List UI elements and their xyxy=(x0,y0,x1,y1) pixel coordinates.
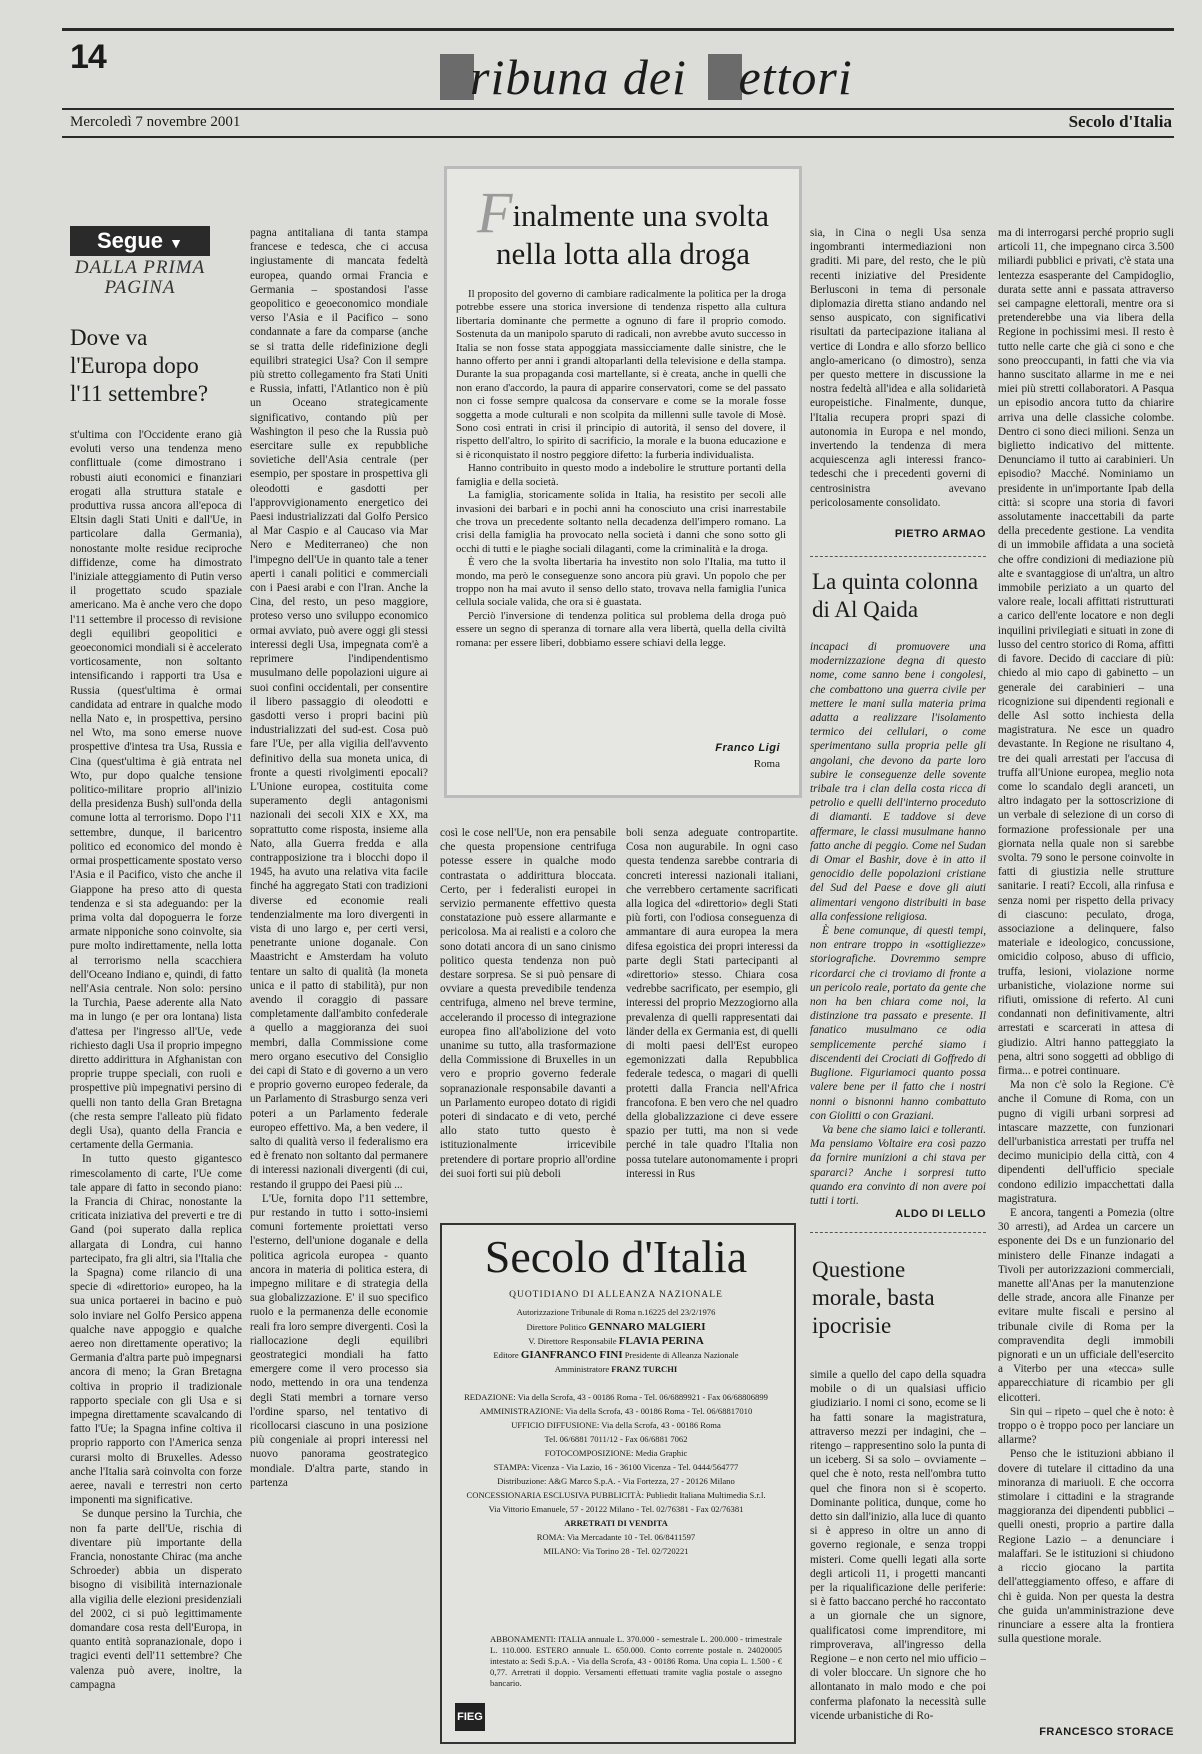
imprint-line: AMMINISTRAZIONE: Via della Scrofa, 43 - 00186 Roma - Tel. 06/68817010 xyxy=(479,1406,753,1416)
top-rule xyxy=(62,28,1174,31)
europa-col1c-para: Se dunque persino la Turchia, che non fa parte dell'Ue, rischia di diventare più importante della Francia, nonostante Chirac (ma anche Schroeder) abbia un disperato bisogno di visibilità internazionale alla vigilia delle elezioni presidenziali del 2002, ci si può legittimamente domandare cosa resta dell'Europa, in quanto entità sopranazionale, dopo i tragici eventi dell'11 settembre? Che valenza può avere, inoltre, la campagna xyxy=(70,1508,242,1691)
imprint-editore-suffix: Presidente di Alleanza Nazionale xyxy=(624,1350,739,1360)
europa-column-1 xyxy=(70,428,242,1738)
featured-body xyxy=(456,288,786,728)
imprint-direttore-name: GENNARO MALGIERI xyxy=(588,1321,706,1333)
featured-para-3: La famiglia, storicamente solida in Italia, ha resistito per secoli alle invasioni dei barbari e in pochi anni ha conosciuto una crisi inarrestabile che trova un precedente soltanto nella decadenza dell'impero romano. La crisi della famiglia ha provocato nella società i danni che sono sotto gli occhi di tutti e le piaghe sociali dilaganti, come la criminalità e la droga. xyxy=(456,489,786,555)
qaida-body xyxy=(810,640,986,1208)
imprint-line: CONCESSIONARIA ESCLUSIVA PUBBLICITÀ: Publiedit Italiana Multimedia S.r.l. xyxy=(466,1490,766,1500)
imprint-footer: ABBONAMENTI: ITALIA annuale L. 370.000 - semestrale L. 200.000 - trimestrale L. 110.000. ESTERO annuale L. 650.000. Conto corrente postale n. 24020005 intestato a: Sedi S.p.A. - Via della Scrofa, 43 - 00186 Roma. Una copia L. 1.500 - € 0,77. Arretrati il doppio. Versamenti effettuati tramite vaglia postale o assegno bancario. xyxy=(490,1634,782,1688)
paper-name: Secolo d'Italia xyxy=(1068,112,1172,131)
storace-author: FRANCESCO STORACE xyxy=(1039,1726,1174,1738)
imprint-direttore-label: Direttore Politico xyxy=(526,1322,587,1332)
imprint-line: FOTOCOMPOSIZIONE: Media Graphic xyxy=(544,1448,688,1458)
questione-body xyxy=(810,1368,986,1740)
qaida-para-3: Va bene che siamo laici e tolleranti. Ma pensiamo Voltaire era così pazzo da fornire munizioni a chi stava per spararci? Anche i sorpresi tutto quando era convinto di non avere poi tutti i torti. xyxy=(810,1123,986,1207)
imprint-amministratore-label: Amministratore xyxy=(554,1364,610,1374)
europa-col4-para: boli senza adeguate contropartite. Cosa non augurabile. In ogni caso questa tendenza sarebbe contraria di concreti interessi nazionali italiani, che verrebbero certamente sacrificati alla logica del «direttorio» degli Stati più forti, con l'odiosa conseguenza di ammantare di aura europea la mera difesa egoistica dei propri interessi da parte degli Stati partecipanti al «direttorio» stesso. Chiara cosa vedrebbe sacrificato, per esempio, gli interessi del proprio Mezzogiorno alla prevalenza di quelli rappresentati dai länder della ex Germania est, di quelli di molti paesi dell'Est europeo egemonizzati dalla Repubblica federale tedesca, o magari di quelli protetti dalla Francia nell'Africa francofona. E ben vero che nel quadro della globalizzazione ci deve essere spazio per tutti, ma non si vede perché in tale quadro l'Italia non possa tutelare autonomamente i propri interessi in Rus xyxy=(626,827,798,1180)
imprint-line: UFFICIO DIFFUSIONE: Via della Scrofa, 43 - 00186 Roma xyxy=(511,1420,721,1430)
storace-para-2: Ma non c'è solo la Regione. C'è anche il Comune di Roma, con un pugno di vigili urbani sorpresi ad intascare mazzette, con funzionari dell'urbanistica arrestati per truffa nel decimo municipio della città, con 4 dipendenti dell'ufficio speciale condono edilizio impacchettati dalla magistratura. xyxy=(998,1079,1174,1205)
europa-col3-para: così le cose nell'Ue, non era pensabile che questa propensione centrifuga potesse essere in qualche modo contrastata o addirittura bloccata. Certo, per i federalisti europei in servizio permanente effettivo questa constatazione può essere allarmante e pericolosa. Ma ai realisti e a coloro che sono dotati ancora di un sano cinismo politico questa tendenza non può destare sorpresa. Se si può pensare di ovviare a questa prevedibile tendenza centrifuga, almeno nel breve termine, accelerando il processo di integrazione europea fino all'abolizione del voto unanime su tutto, alla trasformazione della Commissione di Bruxelles in un vero e proprio governo federale sopranazionale responsabile davanti a un Parlamento europeo dotato di rigidi poteri di sindacato e di veto, perché allo stato tutto questo è istituzionalmente irricevibile pretendere di portare proprio all'ordine dei suoi forti sui più deboli xyxy=(440,827,616,1180)
europa-col1b-para: In tutto questo gigantesco rimescolamento di carte, l'Ue come tale appare di fatto in secondo piano: la Francia di Chirac, nonostante la criticata iniziativa del preverti e tre di Gand (poi superato dalla replica allargata di Londra, cui hanno partecipato, fra gli altri, sia l'Italia che la Spagna) come rilancio di una specie di «direttorio» europeo, ha la sua unica portaerei in bacino e può solo inviare nel Golfo Persico appena qualche nave appoggio e qualche aereo non direttamente operativo; la Germania d'altra parte può impegnarsi ancora di meno; la Gran Bretagna coltiva in proprio il tradizionale rapporto speciale con gli Usa e si impegna direttamente scavalcando di fatto l'Ue; la Spagna infine coltiva il proprio rapporto con l'America senza curarsi molto di Bruxelles. Adesso anche l'Italia sarà coinvolta con forze aeree, navali e terrestri non certo imponenti ma significative. xyxy=(70,1153,242,1507)
section-title-part1: ribuna dei xyxy=(470,49,701,105)
imprint-line: MILANO: Via Torino 28 - Tel. 02/720221 xyxy=(543,1546,689,1556)
imprint-editore xyxy=(450,1350,782,1361)
segue-arrow-icon: ▼ xyxy=(169,235,183,251)
imprint-line: ROMA: Via Mercadante 10 - Tel. 06/8411597 xyxy=(536,1532,696,1542)
segue-label xyxy=(70,226,210,256)
imprint-address-list xyxy=(450,1390,782,1558)
armao-author: PIETRO ARMAO xyxy=(894,528,986,540)
imprint-editore-name: GIANFRANCO FINI xyxy=(520,1349,623,1361)
storace-para-1: ma di interrogarsi perché proprio sugli articoli 11, che impegnano circa 3.500 miliardi pubblici e privati, c'è stata una lentezza esasperante del Campidoglio, durata sette anni e passata attraverso sei campagne elettorali, mentre ora si pretenderebbe una via libera della Regione in pochissimi mesi. Il resto è tutto nelle carte che già ci sono e che sono preoccupanti, in fatti che via via hanno suscitato allarme in me e nei miei più stretti collaboratori. A Pasqua un episodio ancora tutto da chiarire arriva una delle classiche colombe. Dentro ci sono dieci milioni. Senza un biglietto indicativo del mittente. Denunciamo il tutto ai carabinieri. Un episodio? Macché. Nominiamo un presidente in un'importante Ipab della città: si scopre una storia di favori assolutamente inaccettabili da parte della precedente gestione. La vendita di un immobile affidata a una società che offre condizioni di mediazione più alte e svantaggiose di un'altra, un altro immobile periziato a un quarto del valore reale, locali affittati ristrutturati a carico dell'ente locatore e non degli inquilini privilegiati e situati in zone di lusso del centro storico di Roma, affitti di favore. Decido di cacciare di più: chiedo al mio capo di gabinetto – un generale dei carabinieri – una ricognizione sui dipendenti regionali e delle Asl sotto inchiesta della magistratura. Ne esce un quadro devastante. In Regione ne risultano 4, tre dei quali arrestati per l'accusa di truffa all'Unione europea, meglio nota come lo scandalo degli aranceti, un altro indagato per la sottoscrizione di un verbale di selezione di un corso di formazione professionale per una giornata nella quale non si sarebbe svolta. 79 sono le persone coinvolte in fatti di giustizia nelle strutture sanitarie. I reati? Eccoli, alla rinfusa e senza nomi per rispetto della privacy di ciascuno: peculato, droga, associazione a delinquere, falso materiale e ideologico, concussione, omicidio colposo, abuso di ufficio, truffa, lesioni, violazione norme urbanistiche, violazione norme sui rifiuti, omissione di referto. Al cuni condannati non definitivamente, altri arrestati e scarcerati in attesa di giudizio. Altri hanno patteggiato la pena, altri sono soggetti ad obbligo di firma... e potrei continuare. xyxy=(998,227,1174,1077)
storace-body xyxy=(998,226,1174,1722)
europa-column-4 xyxy=(626,826,798,1214)
segue-text: Segue xyxy=(96,228,164,253)
featured-title-text: inalmente una svolta nella lotta alla droga xyxy=(496,198,769,271)
imprint-vicedir-label: V. Direttore Responsabile xyxy=(528,1336,617,1346)
qaida-para-1: incapaci di promuovere una modernizzazione degna di questo nome, come sanno bene i congolesi, che combattono una guerra civile per mettere le mani sulla materia prima adatta a realizzare l'isolamento termico dei cellulari, o come sperimentano sulla propria pelle gli angolani, che devono da parte loro subire le conseguenze delle sovente tribale tra i clan della costa ricca di petrolio e quelli dell'interno proceduto di diamanti. E taddove si deve affermare, le classi musulmane hanno fatto anche di peggio. Come nel Sudan di Omar el Bashir, dove è in atto il genocidio delle popolazioni cristiane del Sud del Paese e dove gli aiuti alimentari vengono distribuiti in base alla confessione religiosa. xyxy=(810,641,986,923)
featured-city: Roma xyxy=(753,758,780,770)
imprint-header xyxy=(450,1290,782,1375)
imprint-title: Secolo d'Italia xyxy=(484,1231,748,1282)
europa-col2-para: pagna antitaliana di tanta stampa francese e tedesca, che ci accusa ingiustamente di mancata fedeltà europea, quando ormai Francia e Germania – spostandosi l'asse geopolitico e geoeconomico mondiale verso l'Asia e il Pacifico – sono condannate a fare da comparse (anche se si tratta delle ridefinizione degli equilibri strategici Usa? Con il sempre più stretto collegamento fra Stati Uniti e Russia, infatti, l'Atlantico non è più un Oceano strategicamente significativo, contando più per Washington il peso che la Russia può esercitare sulle ex repubbliche sovietiche dell'Asia centrale (per esempio, per spostare in prospettiva gli oleodotti e gasdotti per l'approvvigionamento energetico dei Paesi industrializzati dal Golfo Persico al Mar Caspio e al Caucaso via Mar Nero e Mediterraneo) che non l'impegno dell'Ue in quanto tale a tener aperti i canali politici e commerciali con i Paesi arabi e con l'Iran. Anche la Cina, del resto, un peso maggiore, proteso verso uno sviluppo economico ormai avviato, può avere oggi gli stessi interessi degli Usa, impegnata com'è a reprimere l'indipendentismo musulmano delle popolazioni uigure ai suoi confini occidentali, per consentire il libero passaggio di oleodotti e gasdotti verso i propri bacini più industrializzati del sud-est. Cosa può fare l'Ue, per alla vigilia dell'avvento definitivo della sua moneta unica, di fronte a questi rivolgimenti epocali? L'Unione europea, costituita come superamento degli antagonismi nazionali dei secoli XIX e XX, ma soprattutto come risposta, insieme alla Nato, alla Guerra fredda e alla contrapposizione tra i blocchi dopo il 1945, ha avuto una relativa vita facile finché ha aggregato Stati con tradizioni diverse ed economie reali tendenzialmente ma loro divergenti in vista di uno largo e, per certi versi, penetrante unione doganale. Con Maastricht e Amsterdam ha voluto tentare un salto di qualità (la moneta unica e il patto di stabilità), pur non avendo il coraggio di passare completamente dall'ambito confederale a quello a maggioranza dei suoi membri, dalla Commissione come mero organo esecutivo del Consiglio dei capi di Stato e di governo a un vero e proprio governo europeo federale, da un Parlamento di Strasburgo senza veri poteri a un Parlamento federale europeo effettivo. Ma, a ben vedere, il salto di qualità verso il federalismo era ed è frenato non soltanto dal permanere di interessi nazionali divergenti (di cui, restando il gruppo dei Paesi più ... xyxy=(250,227,428,1191)
featured-para-5: Perciò l'inversione di tendenza politica sul problema della droga può essere un segno di speranza di tornare alla vera libertà, quella della civiltà romana: per essere liberi, dobbiamo essere schiavi della legge. xyxy=(456,609,786,649)
armao-para: sia, in Cina o negli Usa senza ingombranti intermediazioni non graditi. Mi pare, del resto, che le più recenti iniziative del Presidente Berlusconi in tema di personale diplomazia diretta stiano andando nel senso auspicato, con significativi risultati da partecipazione italiana al vertice di Londra e allo sforzo bellico anglo-americano (o dimostro), senza per questo mettere in discussione la nostra fedeltà all'idea e alla solidarietà europeistiche. Finalmente, dunque, l'Italia recupera propri spazi di autonomia in Europa e nel mondo, invertendo la tendenza di mera acquiescenza agli interessi franco-tedeschi che i precedenti governi di centrosinistra avevano pericolosamente consolidato. xyxy=(810,227,986,509)
imprint-line: Distribuzione: A&G Marco S.p.A. - Via Fortezza, 27 - 20126 Milano xyxy=(497,1476,735,1486)
questione-title: Questione morale, basta ipocrisie xyxy=(812,1257,935,1338)
section-title xyxy=(440,48,853,106)
featured-para-2: Hanno contribuito in questo modo a indebolire le strutture portanti della famiglia e della società. xyxy=(456,462,786,488)
dateline-rule xyxy=(62,136,1174,138)
imprint-line: Via Vittorio Emanuele, 57 - 20122 Milano - Tel. 02/76381 - Fax 02/76381 xyxy=(488,1504,744,1514)
issue-date: Mercoledì 7 novembre 2001 xyxy=(70,114,241,130)
imprint-registration: Autorizzazione Tribunale di Roma n.16225 del 23/2/1976 xyxy=(516,1307,716,1317)
fieg-logo: FIEG xyxy=(455,1703,485,1731)
section-title-t-mark xyxy=(440,54,474,100)
armao-body xyxy=(810,226,986,522)
europa-title: Dove va l'Europa dopo l'11 settembre? xyxy=(70,325,209,406)
featured-title xyxy=(458,180,788,273)
storace-para-3: E ancora, tangenti a Pomezia (oltre 30 arresti), ad Ardea un carcere un esponente dei Ds e un funzionario del ministero delle Finanze indagati a Tivoli per autorizzazioni commerciali, manette all'Anas per la manutenzione delle strade, ancora alle Finanze per evitare multe fiscali e persino al tribunale civile di Roma per la compravendita degli immobili pignorati e un un ufficiale dell'esercito a Viterbo per una «tecca» sulle apparecchiature di ricambio per gli elicotteri. xyxy=(998,1207,1174,1404)
page-number: 14 xyxy=(70,38,106,76)
storace-para-4: Sin qui – ripeto – quel che è noto: è troppo o è troppo poco per lanciare un allarme? xyxy=(998,1405,1174,1447)
europa-col1-para: st'ultima con l'Occidente erano già evoluti verso una tendenza meno conflittuale (come dimostrano i robusti aiuti economici e finanziari erogati alla struttura statale e produttiva russa ancora all'epoca di Eltsin dagli Stati Uniti e dall'Ue, in particolare dalla Germania), nonostante molte residue reciproche diffidenze, come ha dimostrato l'iniziale atteggiamento di Putin verso il progettato scudo spaziale americano. Ma è anche vero che dopo l'11 settembre il processo di revisione degli equilibri geopolitici e geoeconomici mondiali si è accelerato vorticosamente, non soltanto intensificando i rapporti tra Usa e Russia (quest'ultima è ormai candidata ad entrare in qualche modo nella Nato e, in prospettiva, persino nel Wto, ma sono emerse nuove prospettive d'intesa tra Usa, Russia e Cina (quest'ultima è già entrata nel Wto, pur dopo qualche tensione politico-militare proprio all'inizio della presidenza Bush) sull'onda della comune lotta al terrorismo. Dopo l'11 settembre, dunque, il baricentro politico ed economico del mondo è ormai prospetticamente spostato verso l'Asia e il Pacifico, visto che anche il Giappone ha preso atto di questa tendenza e si sta adeguando: per la prima volta dal dopoguerra le forze armate nipponiche sono coinvolte, sia pure molto indirettamente, nella lotta al terrorismo nella scacchiera dell'Oceano Indiano e, quindi, di fatto nell'Asia centrale. Non solo: persino la Turchia, Paese aderente alla Nato ma in lungo (e per ora lontana) lista d'attesa per l'ingresso all'Ue, vede richiesto dagli Usa il proprio impegno diretto addirittura in Afghanistan con proprie truppe speciali, con ruoli e prospettive più impegnativi persino di quelli non tanto della Gran Bretagna (che resta sempre l'alleato più fidato degli Usa), quanto della Francia e certamente della Germania. xyxy=(70,429,242,1152)
imprint-subtitle: QUOTIDIANO DI ALLEANZA NAZIONALE xyxy=(509,1290,723,1300)
storace-para-5: Penso che le istituzioni abbiano il dovere di tutelare il cittadino da una minoranza di mariuoli. E che occorra stimolare i cittadini e la stragrande maggioranza dei dipendenti pubblici – quelli onesti, proprio a partire dalla Regione Lazio – a denunciare i malaffari. Se le istituzioni si chiudono a riccio giocano la partita dell'atteggiamento offeso, e affare di chi è guida. Non per questa la destra che guida un'amministrazione deve rinunciare a essere alta la frontiera sulla questione morale. xyxy=(998,1448,1174,1646)
questione-para: simile a quello del capo della squadra mobile o di un qualsiasi ufficio giudiziario. I nomi ci sono, ecome se li ha fatti sonare la magistratura, attraverso mezzi per indagini, che – ritengo – rappresentino solo la punta di un iceberg. Si sa solo – ovviamente – quel che è noto, resta nell'ombra tutto quel che finora non si è scoperto. Dominante politica, dunque, come ho detto sin dall'inizio, alla luce di quanto si è appreso in oltre un anno di governo regionale, e senza troppi misteri. Come quelli legati alla sorte degli articoli 11, i progetti mancanti per la riqualificazione delle periferie: si è fatto baccano perché ho raccontato a un giornale che un signore, qualificatosi come imprenditore, mi rimproverava, all'ingresso della Regione – e non certo nel mio ufficio – di voler bloccare. Un signore che ho allontanato in malo modo e che poi conferma plafonato la necessità sulle vicende urbanistiche di Ro- xyxy=(810,1369,986,1722)
imprint-vicedir xyxy=(450,1336,782,1347)
divider xyxy=(810,1232,986,1233)
imprint-editore-label: Editore xyxy=(493,1350,519,1360)
featured-author: Franco Ligi xyxy=(715,742,780,754)
qaida-title: La quinta colonna di Al Qaida xyxy=(812,569,979,622)
imprint-line: ARRETRATI DI VENDITA xyxy=(564,1518,668,1528)
featured-para-1: Il proposito del governo di cambiare radicalmente la politica per la droga potrebbe essere una storica inversione di tendenza rispetto alla cultura libertaria dominante che permette a ognuno di fare il proprio comodo. Sostenuta da un manipolo sparuto di radicali, non avrebbe avuto successo in Italia se non fosse stata appoggiata massicciamente dalle sinistre, che le hanno offerto per anni i grandi altoparlanti della televisione e della stampa. Durante la sua propaganda così martellante, si è creata, anche in quelli che non erano d'accordo, la paura di apparire conservatori, come se del passato non ci fosse sempre qualcosa da conservare e come se la morale fosse soggetta a mode culturali e non scolpita da millenni sulle tavole di Mosè. Sono così entrati in crisi il principio di autorità, il senso del dovere, il rispetto dell'altro, lo spirito di sacrificio, la morale e la buona educazione e si è riconquistato il nostro peggiore difetto: la furberia individualista. xyxy=(456,288,786,461)
imprint-direttore xyxy=(450,1322,782,1333)
featured-title-initial: F xyxy=(477,180,513,245)
header-rule xyxy=(62,108,1174,110)
imprint-amministratore-name: FRANZ TURCHI xyxy=(611,1364,678,1374)
divider xyxy=(810,556,986,557)
imprint-line: Tel. 06/6881 7011/12 - Fax 06/6881 7062 xyxy=(544,1434,688,1444)
imprint-vicedir-name: FLAVIA PERINA xyxy=(618,1335,704,1347)
europa-column-2 xyxy=(250,226,428,1738)
segue-subtitle: DALLA PRIMA PAGINA xyxy=(74,257,206,298)
section-title-part2: ettori xyxy=(738,49,853,105)
featured-para-4: È vero che la svolta libertaria ha investito non solo l'Italia, ma tutto il mondo, ma però le conseguenze sono ancora più gravi. Un popolo che per troppo non ha mai avuto il senso dello stato, trovava nella famiglia l'unica cellula sociale valida, che ora si è guastata. xyxy=(456,556,786,609)
imprint-line: REDAZIONE: Via della Scrofa, 43 - 00186 Roma - Tel. 06/6889921 - Fax 06/68806899 xyxy=(464,1392,768,1402)
imprint-amministratore xyxy=(450,1364,782,1375)
qaida-author: ALDO DI LELLO xyxy=(895,1208,986,1220)
qaida-para-2: È bene comunque, di questi tempi, non entrare troppo in «sottigliezze» storiografiche. Dovremmo sempre ricordarci che ci troviamo di fronte a un pericolo reale, portato da gente che non ha ben chiara come noi, la distinzione tra passato e presente. Il fanatico musulmano ce odia semplicemente perché siamo i discendenti dei Crociati di Goffredo di Buglione. Figuriamoci quanto possa valere bene per il fatto che i nostri nonni o bisnonni hanno combattuto con Giolitti o con Graziani. xyxy=(810,925,986,1122)
europa-column-3 xyxy=(440,826,616,1214)
imprint-line: STAMPA: Vicenza - Via Lazio, 16 - 36100 Vicenza - Tel. 0444/564777 xyxy=(493,1462,739,1472)
europa-col2b-para: L'Ue, fornita dopo l'11 settembre, pur restando in tutto i sotto-insiemi comuni fortemente proiettati verso l'esterno, dell'unione doganale e della politica agricola europea - quanto ancora in materia di politica estera, di impegno militare e di strategia della sua globalizzazione. E' il suo specifico ruolo e la permanenza delle economie reali fra loro sempre divergenti. Così la riallocazione degli equilibri geostrategici mondiali ha fatto emergere come il vero processo sia nodo, mettendo in ora una tendenza degli Stati membri a tornare verso l'ordine sparso, nel tentativo di ricollocarsi ciascuno in una posizione più congeniale ai propri interessi nel nuovo panorama geostrategico mondiale. D'altra parte, stando in partenza xyxy=(250,1192,428,1489)
